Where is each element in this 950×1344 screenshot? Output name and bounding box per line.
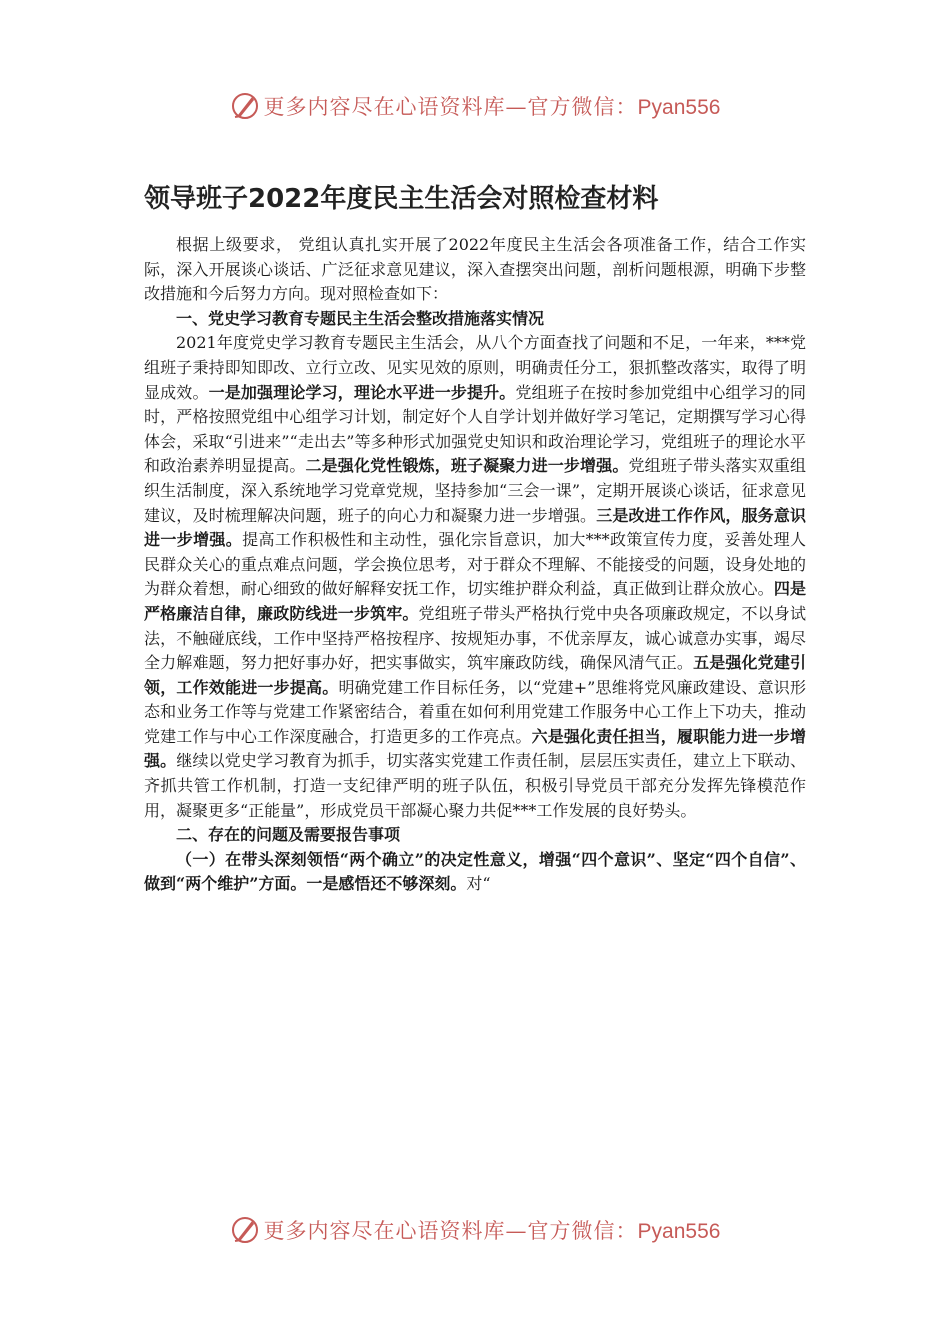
- watermark-text: 更多内容尽在心语资料库—官方微信：Pyan556: [263, 1219, 721, 1243]
- quill-logo-icon: [230, 91, 260, 121]
- document-body: [144, 233, 806, 897]
- watermark-banner-bottom: [0, 1210, 950, 1250]
- document-title: 领导班子2022年度民主生活会对照检查材料: [144, 184, 659, 214]
- quill-logo-icon: [230, 1215, 260, 1245]
- watermark-text: 更多内容尽在心语资料库—官方微信：Pyan556: [263, 95, 721, 119]
- watermark-banner-top: [0, 86, 950, 126]
- intro-paragraph: 根据上级要求， 党组认真扎实开展了2022年度民主生活会各项准备工作，结合工作实际，深入开展谈心谈话、广泛征求意见建议，深入查摆突出问题，剖析问题根源，明确下步整改措施和今后努力方向。现对照检查如下：: [144, 235, 806, 304]
- subsection1-paragraph: （一）在带头深刻领悟“两个确立”的决定性意义，增强“四个意识”、坚定“四个自信”、做到“两个维护”方面。一是感悟还不够深刻。对“: [144, 849, 806, 894]
- section2-heading: 二、存在的问题及需要报告事项: [176, 825, 401, 845]
- section1-paragraph: 2021年度党史学习教育专题民主生活会，从八个方面查找了问题和不足，一年来，***党组班子秉持即知即改、立行立改、见实见效的原则，明确责任分工，狠抓整改落实，取得了明显成效。一是加强理论学习，理论水平进一步提升。党组班子在按时参加党组中心组学习的同时，严格按照党组中心组学习计划，制定好个人自学计划并做好学习笔记，定期撰写学习心得体会，采取“引进来”“走出去”等多种形式加强党史知识和政治理论学习，党组班子的理论水平和政治素养明显提高。二是强化党性锻炼，班子凝聚力进一步增强。党组班子带头落实双重组织生活制度，深入系统地学习党章党规，坚持参加“三会一课”，定期开展谈心谈话，征求意见建议，及时梳理解决问题，班子的向心力和凝聚力进一步增强。三是改进工作作风，服务意识进一步增强。提高工作积极性和主动性，强化宗旨意识，加大***政策宣传力度，妥善处理人民群众关心的重点难点问题，学会换位思考，对于群众不理解、不能接受的问题，设身处地的为群众着想，耐心细致的做好解释安抚工作，切实维护群众利益，真正做到让群众放心。四是严格廉洁自律，廉政防线进一步筑牢。党组班子带头严格执行党中央各项廉政规定，不以身试法，不触碰底线，工作中坚持严格按程序、按规矩办事，不优亲厚友，诚心诚意办实事，竭尽全力解难题，努力把好事办好，把实事做实，筑牢廉政防线，确保风清气正。五是强化党建引领，工作效能进一步提高。明确党建工作目标任务，以“党建+”思维将党风廉政建设、意识形态和业务工作等与党建工作紧密结合，着重在如何利用党建工作服务中心工作上下功夫，推动党建工作与中心工作深度融合，打造更多的工作亮点。六是强化责任担当，履职能力进一步增强。继续以党史学习教育为抓手，切实落实党建工作责任制，层层压实责任，建立上下联动、齐抓共管工作机制，打造一支纪律严明的班子队伍，积极引导党员干部充分发挥先锋模范作用，凝聚更多“正能量”，形成党员干部凝心聚力共促***工作发展的良好势头。: [144, 333, 806, 820]
- section1-heading: 一、党史学习教育专题民主生活会整改措施落实情况: [176, 308, 545, 328]
